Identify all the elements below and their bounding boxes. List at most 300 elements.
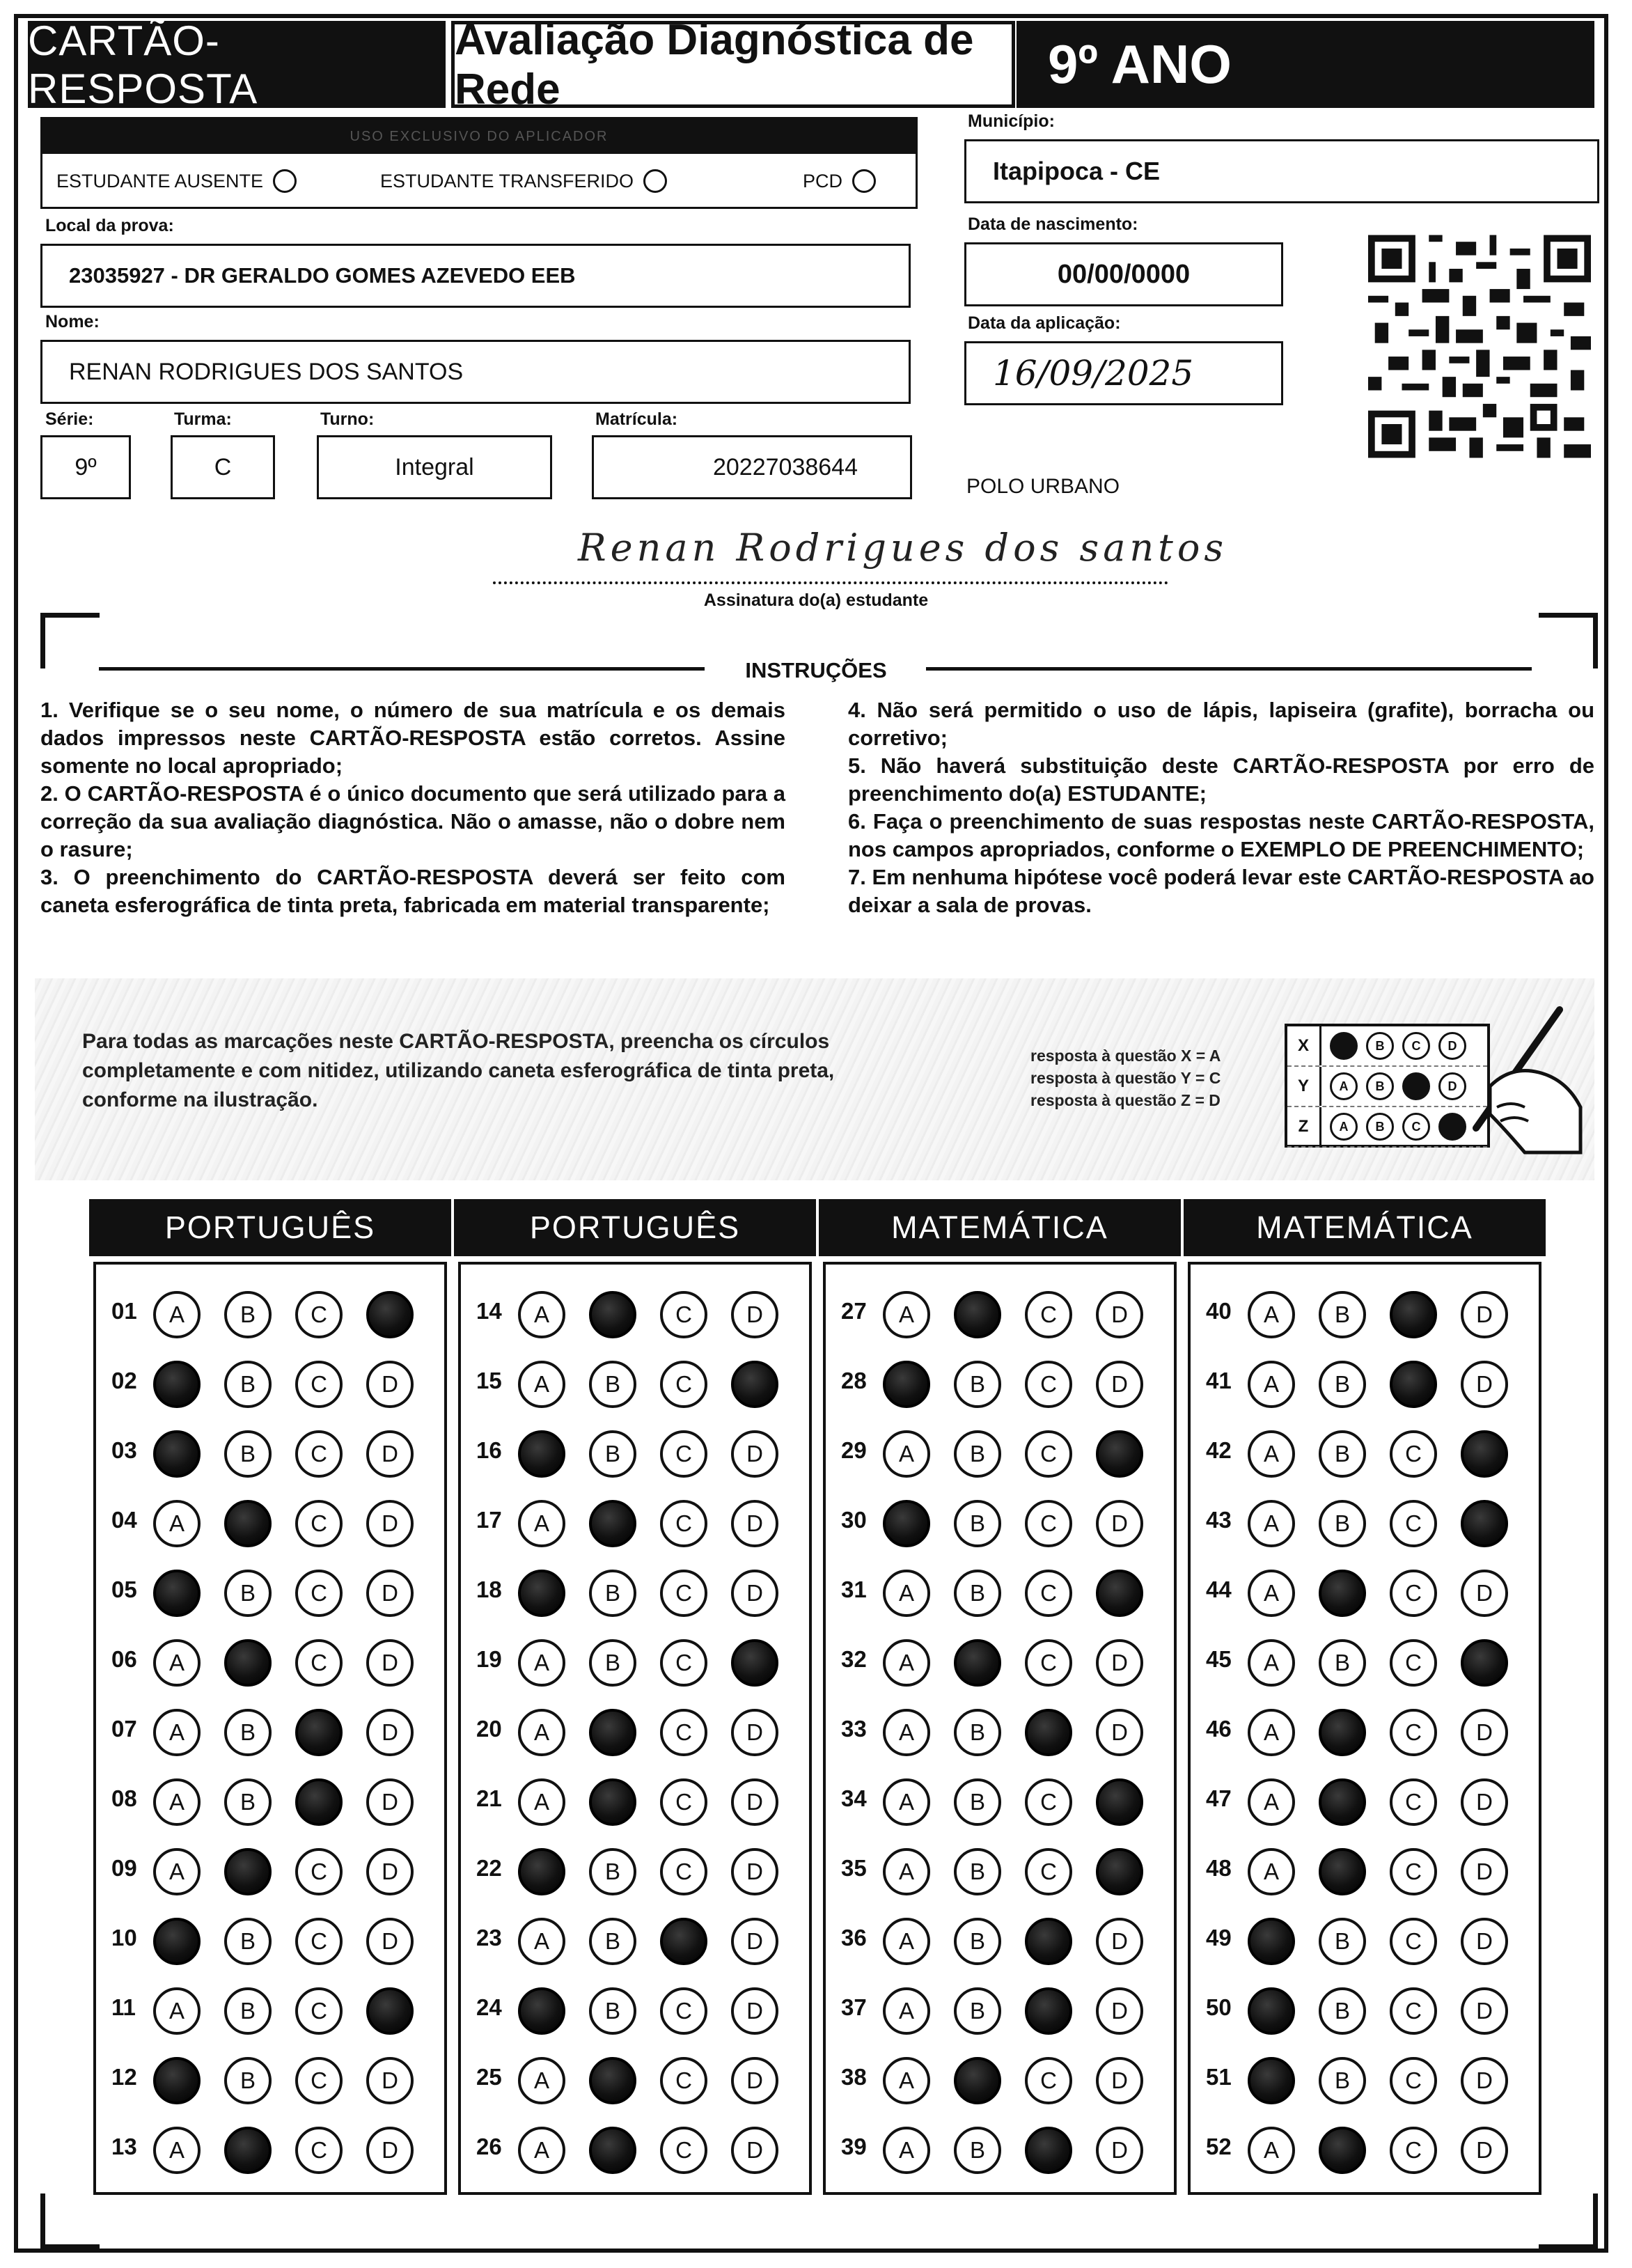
answer-column [823,1262,1177,2195]
answer-bubble-d[interactable]: D [731,1570,778,1617]
answer-bubble-a[interactable]: A [883,1848,930,1895]
answer-bubble-c[interactable]: C [660,1570,707,1617]
example-legend-line: resposta à questão X = A [1030,1047,1221,1065]
answer-bubble-d[interactable] [1096,1778,1143,1826]
answer-bubble-b[interactable]: B [224,1570,272,1617]
answer-bubble-c[interactable]: C [1390,1500,1437,1547]
answer-bubble-b[interactable]: B [1319,1918,1366,1965]
question-number: 52 [1206,2134,1232,2159]
answer-bubble-d[interactable] [366,1987,414,2035]
answer-bubble-a[interactable]: A [1248,1778,1295,1826]
answer-bubble-c[interactable] [1025,1987,1072,2035]
corner-mark [1539,2193,1598,2249]
answer-bubble-b[interactable] [589,1291,636,1338]
answer-bubble-d[interactable]: D [366,1500,414,1547]
answer-bubble-c[interactable]: C [1025,1570,1072,1617]
answer-bubble-d[interactable]: D [1461,1918,1508,1965]
answer-bubble-b[interactable]: B [1319,1291,1366,1338]
answer-bubble-b[interactable]: B [1319,1987,1366,2035]
question-number: 02 [111,1368,137,1393]
answer-bubble-d[interactable]: D [731,2057,778,2104]
question-row [96,1628,444,1698]
question-number: 47 [1206,1785,1232,1811]
answer-bubble-c[interactable]: C [1390,2127,1437,2174]
absent-option[interactable] [56,169,297,193]
answer-column [458,1262,812,2195]
question-number: 49 [1206,1925,1232,1950]
answer-bubble-a[interactable]: A [153,1987,201,2035]
answer-column [93,1262,447,2195]
answer-bubble-a[interactable]: A [1248,1570,1295,1617]
answer-bubble-c[interactable] [1025,1918,1072,1965]
instructions-left [40,696,785,919]
answer-bubble-c[interactable]: C [1390,1570,1437,1617]
answer-bubble-b[interactable]: B [954,1918,1001,1965]
answer-bubble-b[interactable]: B [1319,2057,1366,2104]
question-row [96,1907,444,1976]
answer-bubble-a[interactable]: A [153,1500,201,1547]
answer-bubble-b[interactable] [1319,1709,1366,1756]
answer-bubble-a[interactable] [153,1361,201,1408]
answer-bubble-a[interactable]: A [153,1639,201,1687]
answer-bubble-a[interactable]: A [1248,1291,1295,1338]
answer-bubble-a[interactable]: A [883,1639,930,1687]
answer-bubble-d[interactable]: D [366,1361,414,1408]
answer-bubble-a[interactable]: A [883,1778,930,1826]
question-number: 18 [476,1577,502,1602]
answer-bubble-d[interactable]: D [1461,1987,1508,2035]
pcd-checkbox[interactable] [852,169,876,193]
answer-bubble-d[interactable] [1461,1430,1508,1478]
answer-bubble-a[interactable] [883,1500,930,1547]
example-bubble-b: B [1366,1072,1394,1100]
answer-bubble-b[interactable]: B [224,2057,272,2104]
answer-column [1188,1262,1541,2195]
answer-bubble-a[interactable]: A [518,1918,565,1965]
answer-bubble-c[interactable]: C [1390,1639,1437,1687]
answer-bubble-c[interactable]: C [660,2127,707,2174]
answer-bubble-d[interactable]: D [731,1918,778,1965]
answer-bubble-b[interactable]: B [589,1639,636,1687]
answer-bubble-c[interactable]: C [1025,1639,1072,1687]
answer-bubble-c[interactable]: C [660,1987,707,2035]
answer-bubble-c[interactable]: C [660,1291,707,1338]
answer-bubble-a[interactable] [153,1430,201,1478]
question-row [826,2116,1174,2185]
answer-bubble-d[interactable]: D [1461,1709,1508,1756]
example-bubble-c: C [1402,1032,1430,1060]
question-row [1191,1837,1539,1907]
answer-bubble-b[interactable] [954,1291,1001,1338]
answer-bubble-d[interactable]: D [1096,1709,1143,1756]
answer-bubble-c[interactable]: C [660,1778,707,1826]
answer-bubble-b[interactable] [224,1848,272,1895]
answer-bubble-c[interactable] [295,1709,343,1756]
answer-bubble-d[interactable] [366,1291,414,1338]
answer-bubble-c[interactable] [660,1918,707,1965]
answer-bubble-b[interactable]: B [954,1709,1001,1756]
answer-bubble-d[interactable]: D [1096,1500,1143,1547]
answer-bubble-a[interactable] [518,1430,565,1478]
answer-bubble-c[interactable]: C [295,1500,343,1547]
answer-bubble-d[interactable]: D [366,1709,414,1756]
answer-bubble-d[interactable]: D [1461,1848,1508,1895]
answer-bubble-c[interactable]: C [1390,1848,1437,1895]
answer-bubble-d[interactable]: D [366,2127,414,2174]
question-row [826,1907,1174,1976]
example-question-label: X [1287,1026,1321,1065]
answer-bubble-b[interactable]: B [954,1848,1001,1895]
answer-bubble-a[interactable]: A [518,2127,565,2174]
answer-bubble-c[interactable]: C [295,1987,343,2035]
answer-bubble-b[interactable]: B [589,1430,636,1478]
answer-bubble-c[interactable] [1390,1361,1437,1408]
question-row [461,1767,809,1837]
answer-bubble-d[interactable]: D [731,1430,778,1478]
turma-label: Turma: [174,409,232,429]
answer-bubble-c[interactable]: C [660,1430,707,1478]
question-number: 19 [476,1646,502,1672]
answer-bubble-d[interactable]: D [1461,1778,1508,1826]
instruction-item: 2. O CARTÃO-RESPOSTA é o único documento que será utilizado para a correção da sua avaliação diagnóstica. Não o amasse, não o dobre nem o rasure; [40,781,785,861]
answer-bubble-a[interactable]: A [518,1500,565,1547]
answer-bubble-a[interactable]: A [153,1709,201,1756]
answer-bubble-a[interactable]: A [1248,1639,1295,1687]
example-question-label: Z [1287,1107,1321,1146]
answer-bubble-d[interactable]: D [366,1918,414,1965]
question-number: 40 [1206,1298,1232,1324]
question-number: 01 [111,1298,137,1324]
answer-bubble-b[interactable]: B [589,1918,636,1965]
question-number: 09 [111,1855,137,1881]
transferred-checkbox[interactable] [643,169,667,193]
answer-bubble-a[interactable]: A [153,1778,201,1826]
question-row [1191,1280,1539,1350]
answer-bubble-c[interactable]: C [295,1918,343,1965]
answer-bubble-a[interactable] [1248,1987,1295,2035]
answer-bubble-a[interactable] [518,1848,565,1895]
answer-bubble-b[interactable] [589,2057,636,2104]
question-number: 24 [476,1994,502,2020]
answer-bubble-b[interactable]: B [1319,1639,1366,1687]
answer-bubble-c[interactable]: C [1025,1291,1072,1338]
answer-bubble-b[interactable] [224,2127,272,2174]
answer-bubble-b[interactable] [589,2127,636,2174]
answer-bubble-a[interactable]: A [883,2057,930,2104]
answer-bubble-c[interactable]: C [660,1361,707,1408]
question-number: 32 [841,1646,867,1672]
serie-label: Série: [45,409,94,429]
answer-bubble-b[interactable]: B [1319,1500,1366,1547]
question-number: 39 [841,2134,867,2159]
question-number: 35 [841,1855,867,1881]
grade-label: 9º ANO [1017,21,1594,108]
pcd-option[interactable] [803,169,876,193]
question-number: 12 [111,2064,137,2090]
answer-bubble-a[interactable]: A [1248,1430,1295,1478]
answer-bubble-a[interactable]: A [518,1291,565,1338]
answer-bubble-c[interactable]: C [295,2127,343,2174]
answer-bubble-d[interactable]: D [1096,2057,1143,2104]
answer-bubble-d[interactable]: D [1461,1291,1508,1338]
question-number: 21 [476,1785,502,1811]
question-row [1191,1350,1539,1419]
answer-bubble-c[interactable] [1025,1709,1072,1756]
answer-bubble-c[interactable]: C [295,1361,343,1408]
answer-bubble-d[interactable]: D [366,2057,414,2104]
answer-bubble-a[interactable]: A [518,1709,565,1756]
answer-bubble-d[interactable]: D [366,1848,414,1895]
answer-bubble-a[interactable]: A [883,1709,930,1756]
answer-bubble-c[interactable]: C [295,1570,343,1617]
answer-bubble-b[interactable]: B [954,1500,1001,1547]
municipio-label: Município: [968,111,1055,131]
example-bubble-c: C [1402,1113,1430,1141]
instruction-item: 3. O preenchimento do CARTÃO-RESPOSTA deverá ser feito com caneta esferográfica de tinta preta, fabricada em material transparente; [40,865,785,917]
answer-bubble-a[interactable] [518,1570,565,1617]
question-number: 04 [111,1507,137,1533]
answer-bubble-c[interactable]: C [1025,1430,1072,1478]
answer-bubble-b[interactable] [589,1500,636,1547]
answer-bubble-a[interactable]: A [883,1430,930,1478]
answer-bubble-b[interactable] [1319,1570,1366,1617]
municipio-field: Itapipoca - CE [964,139,1599,203]
answer-bubble-b[interactable] [224,1500,272,1547]
question-number: 11 [111,1994,136,2020]
answer-bubble-a[interactable]: A [518,1361,565,1408]
question-row [461,1837,809,1907]
subject-header: MATEMÁTICA [1184,1199,1546,1256]
instruction-item: 6. Faça o preenchimento de suas respostas neste CARTÃO-RESPOSTA, nos campos apropriados, conforme o EXEMPLO DE PREENCHIMENTO; [848,809,1594,861]
nascimento-label: Data de nascimento: [968,214,1138,234]
answer-bubble-c[interactable]: C [1390,2057,1437,2104]
answer-bubble-d[interactable]: D [366,1430,414,1478]
answer-bubble-a[interactable]: A [153,1848,201,1895]
answer-bubble-a[interactable]: A [883,1987,930,2035]
answer-bubble-d[interactable] [1096,1430,1143,1478]
answer-bubble-d[interactable]: D [1096,1639,1143,1687]
question-number: 05 [111,1577,137,1602]
answer-bubble-c[interactable] [1025,2127,1072,2174]
answer-bubble-b[interactable] [954,2057,1001,2104]
answer-bubble-a[interactable]: A [1248,1500,1295,1547]
answer-bubble-c[interactable]: C [1390,1709,1437,1756]
answer-bubble-d[interactable]: D [1096,1361,1143,1408]
answer-bubble-a[interactable] [1248,1918,1295,1965]
answer-bubble-b[interactable]: B [589,1848,636,1895]
answer-bubble-d[interactable]: D [731,1709,778,1756]
question-number: 28 [841,1368,867,1393]
answer-bubble-d[interactable]: D [366,1778,414,1826]
answer-bubble-a[interactable] [153,1570,201,1617]
answer-bubble-b[interactable]: B [224,1918,272,1965]
signature-line [493,581,1168,584]
answer-bubble-c[interactable]: C [1390,1430,1437,1478]
answer-bubble-a[interactable]: A [1248,1361,1295,1408]
answer-bubble-a[interactable]: A [883,1918,930,1965]
answer-bubble-a[interactable]: A [1248,1848,1295,1895]
answer-bubble-c[interactable]: C [1025,2057,1072,2104]
answer-bubble-c[interactable]: C [295,1848,343,1895]
question-number: 46 [1206,1716,1232,1742]
question-row [826,1976,1174,2046]
answer-bubble-c[interactable]: C [295,2057,343,2104]
answer-bubble-a[interactable]: A [883,1570,930,1617]
answer-bubble-a[interactable] [153,1918,201,1965]
answer-bubble-d[interactable]: D [1461,1570,1508,1617]
answer-bubble-a[interactable]: A [153,2127,201,2174]
answer-bubble-b[interactable]: B [224,1430,272,1478]
answer-bubble-b[interactable]: B [224,1291,272,1338]
answer-bubble-d[interactable] [1096,1848,1143,1895]
question-row [461,1976,809,2046]
question-number: 51 [1206,2064,1232,2090]
answer-bubble-b[interactable] [1319,2127,1366,2174]
answer-bubble-d[interactable]: D [731,1778,778,1826]
subject-header: MATEMÁTICA [819,1199,1181,1256]
question-number: 31 [841,1577,867,1602]
answer-bubble-d[interactable]: D [1096,1918,1143,1965]
answer-bubble-c[interactable]: C [1025,1778,1072,1826]
answer-bubble-d[interactable]: D [731,1848,778,1895]
transferred-option[interactable] [380,169,667,193]
answer-bubble-b[interactable] [589,1778,636,1826]
answer-bubble-b[interactable]: B [1319,1361,1366,1408]
answer-bubble-a[interactable]: A [883,1291,930,1338]
answer-bubble-c[interactable]: C [1025,1848,1072,1895]
example-question-label: Y [1287,1067,1321,1106]
question-number: 42 [1206,1437,1232,1463]
answer-bubble-a[interactable]: A [518,1778,565,1826]
question-number: 26 [476,2134,502,2159]
question-row [826,2046,1174,2116]
answer-bubble-a[interactable]: A [1248,1709,1295,1756]
answer-bubble-b[interactable] [589,1709,636,1756]
answer-bubble-c[interactable]: C [1390,1918,1437,1965]
question-number: 34 [841,1785,867,1811]
answer-bubble-c[interactable]: C [1390,1987,1437,2035]
answer-bubble-d[interactable] [1461,1500,1508,1547]
answer-bubble-d[interactable]: D [731,1500,778,1547]
answer-bubble-a[interactable]: A [518,1639,565,1687]
answer-bubble-a[interactable] [1248,2057,1295,2104]
answer-bubble-d[interactable]: D [731,1291,778,1338]
question-row [96,1280,444,1350]
answer-bubble-a[interactable] [153,2057,201,2104]
answer-bubble-d[interactable]: D [366,1570,414,1617]
answer-bubble-d[interactable]: D [1461,2057,1508,2104]
answer-bubble-b[interactable]: B [954,1570,1001,1617]
question-number: 30 [841,1507,867,1533]
answer-bubble-b[interactable]: B [589,1987,636,2035]
instructions-title: INSTRUÇÕES [745,658,887,682]
student-signature: Renan Rodrigues dos santos [578,526,1228,570]
question-row [1191,1976,1539,2046]
answer-bubble-b[interactable]: B [224,1987,272,2035]
answer-bubble-b[interactable] [1319,1778,1366,1826]
answer-bubble-d[interactable] [1461,1639,1508,1687]
answer-bubble-c[interactable]: C [1025,1500,1072,1547]
answer-bubble-b[interactable]: B [1319,1430,1366,1478]
qr-code-icon [1368,233,1591,460]
question-row [1191,1767,1539,1837]
answer-bubble-b[interactable]: B [954,1987,1001,2035]
answer-bubble-d[interactable]: D [366,1639,414,1687]
answer-bubble-b[interactable]: B [589,1361,636,1408]
answer-bubble-b[interactable]: B [224,1361,272,1408]
answer-bubble-c[interactable]: C [1390,1778,1437,1826]
answer-bubble-a[interactable] [883,1361,930,1408]
answer-bubble-d[interactable]: D [731,1987,778,2035]
matricula-field: 20227038644 [592,435,912,499]
answer-bubble-b[interactable]: B [954,1430,1001,1478]
question-row [96,2046,444,2116]
answer-bubble-a[interactable] [518,1987,565,2035]
aplicacao-field: 16/09/2025 [964,341,1283,405]
answer-bubble-d[interactable] [731,1361,778,1408]
answer-bubble-b[interactable]: B [224,1778,272,1826]
answer-bubble-d[interactable]: D [1096,2127,1143,2174]
answer-bubble-c[interactable]: C [660,1709,707,1756]
answer-bubble-a[interactable]: A [1248,2127,1295,2174]
subject-header: PORTUGUÊS [454,1199,816,1256]
question-row [1191,1698,1539,1767]
answer-bubble-c[interactable] [295,1778,343,1826]
applicator-bar: USO EXCLUSIVO DO APLICADOR [42,119,916,154]
answer-bubble-b[interactable]: B [954,2127,1001,2174]
aplicacao-label: Data da aplicação: [968,313,1121,333]
answer-bubble-b[interactable]: B [954,1778,1001,1826]
answer-bubble-b[interactable]: B [224,1709,272,1756]
answer-bubble-c[interactable]: C [660,1639,707,1687]
answer-bubble-b[interactable] [954,1639,1001,1687]
answer-bubble-d[interactable] [731,1639,778,1687]
answer-bubble-d[interactable]: D [1461,1361,1508,1408]
answer-bubble-c[interactable]: C [660,2057,707,2104]
absent-checkbox[interactable] [273,169,297,193]
answer-bubble-d[interactable]: D [1096,1987,1143,2035]
answer-bubble-c[interactable]: C [295,1430,343,1478]
answer-bubble-b[interactable]: B [954,1361,1001,1408]
answer-bubble-c[interactable]: C [295,1291,343,1338]
question-number: 36 [841,1925,867,1950]
answer-bubble-c[interactable]: C [1025,1361,1072,1408]
example-bubble-d: D [1438,1072,1466,1100]
question-row [461,1280,809,1350]
answer-bubble-a[interactable]: A [883,2127,930,2174]
answer-bubble-c[interactable]: C [295,1639,343,1687]
question-row [826,1628,1174,1698]
answer-bubble-a[interactable]: A [153,1291,201,1338]
answer-bubble-d[interactable]: D [1096,1291,1143,1338]
answer-bubble-c[interactable]: C [660,1848,707,1895]
question-row [826,1350,1174,1419]
answer-bubble-d[interactable]: D [731,2127,778,2174]
question-number: 33 [841,1716,867,1742]
answer-bubble-a[interactable]: A [518,2057,565,2104]
answer-bubble-b[interactable]: B [589,1570,636,1617]
answer-bubble-c[interactable]: C [660,1500,707,1547]
answer-bubble-c[interactable] [1390,1291,1437,1338]
answer-bubble-b[interactable] [1319,1848,1366,1895]
instructions-right [848,696,1594,919]
name-field: RENAN RODRIGUES DOS SANTOS [40,340,911,404]
answer-bubble-d[interactable] [1096,1570,1143,1617]
question-row [96,1698,444,1767]
example-bubble-d: D [1438,1032,1466,1060]
answer-bubble-b[interactable] [224,1639,272,1687]
answer-bubble-d[interactable]: D [1461,2127,1508,2174]
